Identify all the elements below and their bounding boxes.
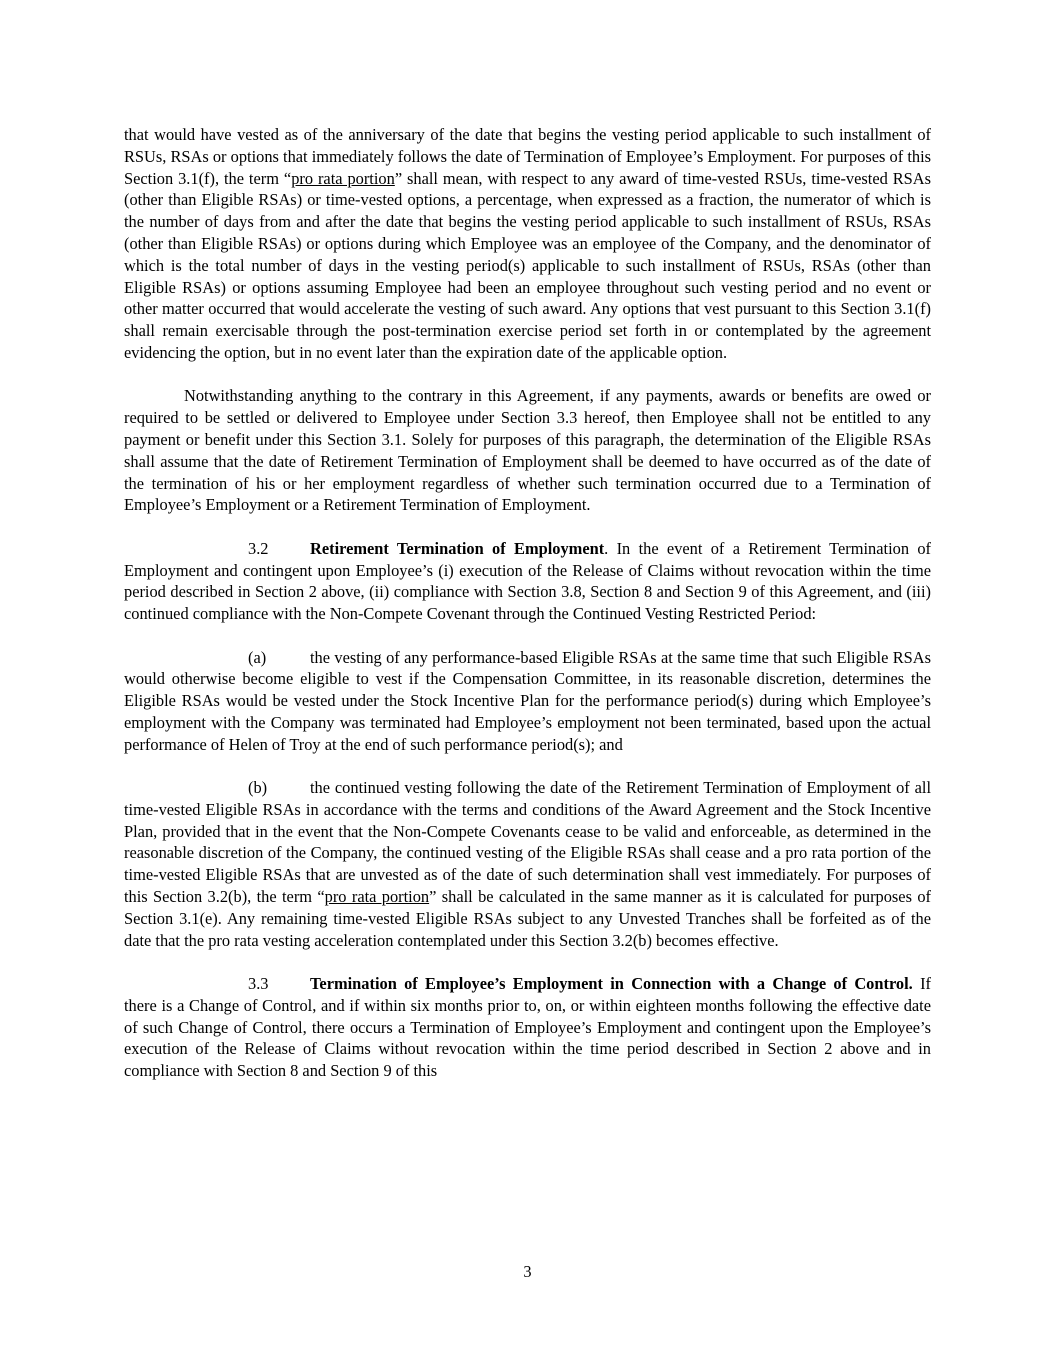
section-number: 3.3: [248, 974, 269, 994]
paragraph-text: that would have vested as of the anniversary of the date that begins the vesting period applicable to such installment of RSUs, RSAs or options that immediately follows the date of Termination of Employee’s Employment. For purposes of this Section 3.1(f), the term “: [124, 125, 931, 188]
item-a: [124, 647, 931, 756]
defined-term-pro-rata-portion: pro rata portion: [324, 887, 430, 907]
item-b: [124, 777, 931, 951]
section-number: 3.2: [248, 538, 269, 558]
section-heading: Retirement Termination of Employment: [310, 538, 605, 558]
paragraph-pro-rata-definition: [124, 124, 931, 364]
section-3-3: [124, 973, 931, 1082]
section-body: In the event of a Retirement Termination of Employment and contingent upon Employee’s (i) execution of the Release of Claims without revocation within the time period described in Section 2 above, (ii) compliance with Section 3.8, Section 8 and Section 9 of this Agreement, and (iii) continued compliance with the Non-Compete Covenant through the Continued Vesting Restricted Period:: [124, 538, 931, 624]
section-heading: Termination of Employee’s Employment in Connection with a Change of Control.: [310, 974, 913, 994]
item-body: ” shall be calculated in the same manner as it is calculated for purposes of Section 3.1(e). Any remaining time-vested Eligible RSAs subject to any Unvested Tranches shall be forfeited as of the date that the pro rata vesting acceleration contemplated under this Section 3.2(b) becomes effective.: [124, 887, 931, 950]
paragraph-text: ” shall mean, with respect to any award of time-vested RSUs, time-vested RSAs (other than Eligible RSAs) or time-vested options, a percentage, when expressed as a fraction, the numerator of which is the number of days from and after the date that begins the vesting period applicable to such installment of RSUs, RSAs (other than Eligible RSAs) or options during which Employee was an employee of the Company, and the denominator of which is the total number of days in the vesting period(s) applicable to such installment of RSUs, RSAs (other than Eligible RSAs) or options assuming Employee had been an employee throughout such vesting period and no event or other matter occurred that would accelerate the vesting of such award. Any options that vest pursuant to this Section 3.1(f) shall remain exercisable through the post-termination exercise period set forth in or contemplated by the agreement evidencing the option, but in no event later than the expiration date of the applicable option.: [124, 168, 931, 362]
paragraph-notwithstanding: Notwithstanding anything to the contrary in this Agreement, if any payments, awards or benefits are owed or required to be settled or delivered to Employee under Section 3.3 hereof, then Employee shall not be entitled to any payment or benefit under this Section 3.1. Solely for purposes of this paragraph, the determination of the Eligible RSAs shall assume that the date of Retirement Termination of Employment shall be deemed to have occurred as of the date of the termination of his or her employment regardless of whether such termination occurred due to a Termination of Employee’s Employment or a Retirement Termination of Employment.: [124, 386, 931, 515]
document-page: [124, 124, 931, 1104]
item-body: the vesting of any performance-based Eligible RSAs at the same time that such Eligible RSAs would otherwise become eligible to vest if the Compensation Committee, in its reasonable discretion, determines the Eligible RSAs would be vested under the Stock Incentive Plan for the performance period(s) during which Employee’s employment with the Company was terminated had Employee’s employment not been terminated, based upon the actual performance of Helen of Troy at the end of such performance period(s); and: [124, 647, 931, 754]
defined-term-pro-rata-portion: pro rata portion: [291, 168, 395, 188]
item-label: (a): [248, 647, 267, 667]
section-body: If there is a Change of Control, and if within six months prior to, on, or within eighteen months following the effective date of such Change of Control, there occurs a Termination of Employee’s Employment and contingent upon the Employee’s execution of the Release of Claims without revocation within the time period described in Section 2 above and in compliance with Section 8 and Section 9 of this: [124, 974, 931, 1081]
heading-punctuation: .: [604, 538, 609, 558]
item-label: (b): [248, 778, 268, 798]
section-3-2: [124, 538, 931, 625]
item-body: the continued vesting following the date of the Retirement Termination of Employment of all time-vested Eligible RSAs in accordance with the terms and conditions of the Award Agreement and the Stock Incentive Plan, provided that in the event that the Non-Compete Covenants cease to be valid and enforceable, as determined in the reasonable discretion of the Company, the continued vesting of the Eligible RSAs shall cease and a pro rata portion of the time-vested Eligible RSAs that are unvested as of the date of such determination shall vest immediately. For purposes of this Section 3.2(b), the term “: [124, 778, 931, 907]
page-number: 3: [523, 1262, 532, 1281]
